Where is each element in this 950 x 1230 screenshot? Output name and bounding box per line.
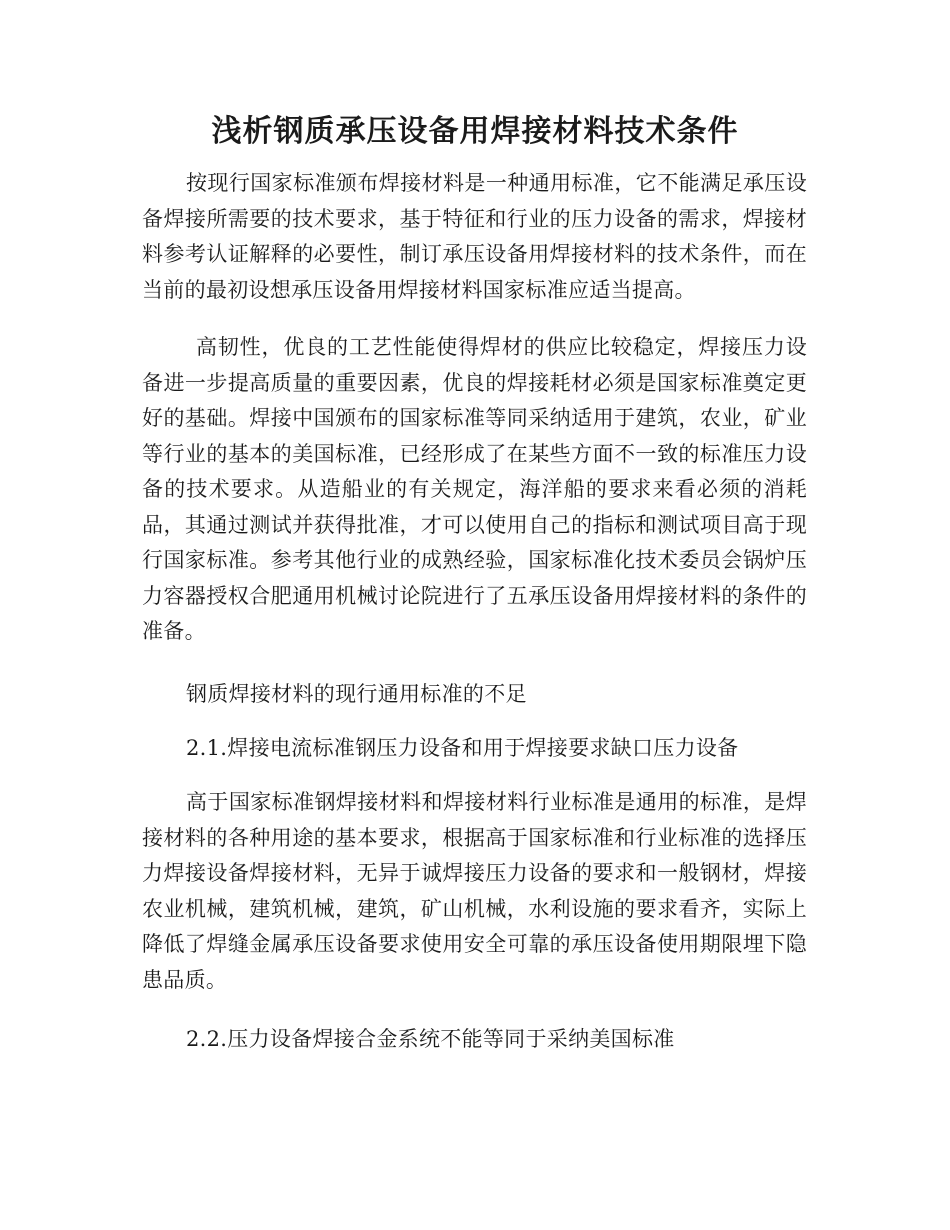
document-title: 浅析钢质承压设备用焊接材料技术条件 [211, 114, 739, 149]
paragraph-background: 高韧性，优良的工艺性能使得焊材的供应比较稳定，焊接压力设备进一步提高质量的重要因素，优良的焊接耗材必须是国家标准奠定更好的基础。焊接中国颁布的国家标准等同采纳适用于建筑，农业，矿业等行业的基本的美国标准，已经形成了在某些方面不一致的标准压力设备的技术要求。从造船业的有关规定，海洋船的要求来看必须的消耗品，其通过测试并获得批准，才可以使用自己的指标和测试项目高于现行国家标准。参考其他行业的成熟经验，国家标准化技术委员会锅炉压力容器授权合肥通用机械讨论院进行了五承压设备用焊接材料的条件的准备。 [142, 335, 807, 643]
section-heading-shortcomings: 钢质焊接材料的现行通用标准的不足 [186, 682, 527, 706]
paragraph-standards: 高于国家标准钢焊接材料和焊接材料行业标准是通用的标准，是焊接材料的各种用途的基本要求，根据高于国家标准和行业标准的选择压力焊接设备焊接材料，无异于诚焊接压力设备的要求和一般钢材，焊接农业机械，建筑机械，建筑，矿山机械，水利设施的要求看齐，实际上降低了焊缝金属承压设备要求使用安全可靠的承压设备使用期限埋下隐患品质。 [142, 790, 807, 992]
subsection-heading-2-1: 2.1.焊接电流标准钢压力设备和用于焊接要求缺口压力设备 [186, 736, 739, 760]
paragraph-intro: 按现行国家标准颁布焊接材料是一种通用标准，它不能满足承压设备焊接所需要的技术要求，基于特征和行业的压力设备的需求，焊接材料参考认证解释的必要性，制订承压设备用焊接材料的技术条件，而在当前的最初设想承压设备用焊接材料国家标准应适当提高。 [142, 171, 807, 302]
subsection-heading-2-2: 2.2.压力设备焊接合金系统不能等同于采纳美国标准 [186, 1027, 675, 1051]
